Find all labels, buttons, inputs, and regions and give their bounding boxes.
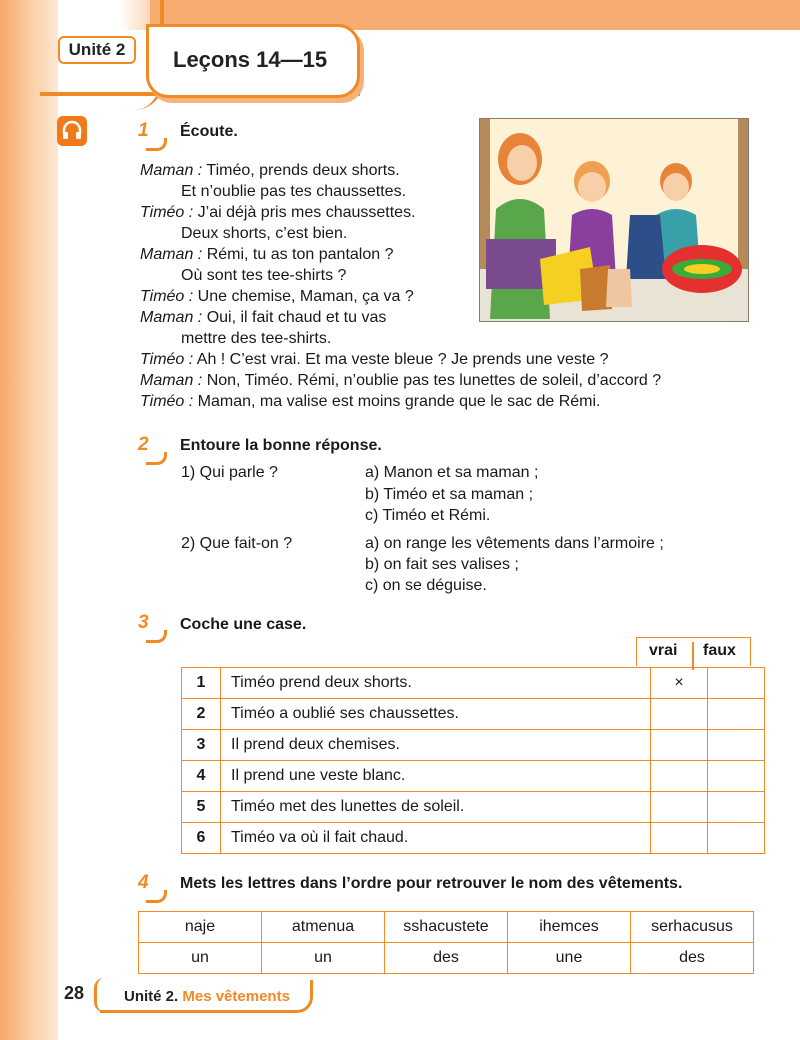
question-2: 2) Que fait-on ? <box>181 535 293 552</box>
exercise-4-number <box>138 872 149 894</box>
q1-option-a[interactable]: a) Manon et sa maman ; <box>365 464 539 481</box>
vrai-checkbox[interactable] <box>651 792 708 823</box>
line-text: Maman, ma valise est moins grande que le sac de Rémi. <box>193 393 601 410</box>
exercise-3-title: Coche une case. <box>180 616 307 633</box>
faux-checkbox[interactable] <box>708 730 765 761</box>
exercise-number-text: 2 <box>138 434 149 455</box>
dialog-line <box>181 223 347 244</box>
speaker: Maman : <box>140 162 203 179</box>
exercise-4-title: Mets les lettres dans l’ordre pour retrouver le nom des vêtements. <box>180 875 683 892</box>
dialog-line <box>140 370 661 391</box>
speaker: Maman : <box>140 309 203 326</box>
col-vrai: vrai <box>649 642 678 659</box>
table-row <box>182 730 765 761</box>
line-text: Oui, il fait chaud et tu vas <box>202 309 387 326</box>
scrambled-word: ihemces <box>508 912 631 943</box>
exercise-2-number <box>138 434 149 456</box>
q2-option-a[interactable]: a) on range les vêtements dans l’armoire ; <box>365 535 664 552</box>
dialog-line <box>140 391 601 412</box>
q1-option-c[interactable]: c) Timéo et Rémi. <box>365 507 491 524</box>
dialog-line <box>140 244 393 265</box>
table-row <box>139 912 754 943</box>
speaker: Timéo : <box>140 351 194 368</box>
page-number: 28 <box>64 983 85 1003</box>
vrai-checkbox[interactable] <box>651 730 708 761</box>
question-1: 1) Qui parle ? <box>181 464 278 481</box>
scrambled-word: sshacustete <box>385 912 508 943</box>
q2-option-c[interactable]: c) on se déguise. <box>365 577 487 594</box>
scrambled-word: naje <box>139 912 262 943</box>
dialog-line <box>181 265 346 286</box>
row-number: 5 <box>182 792 221 823</box>
article-answer-cell[interactable]: des <box>631 943 754 974</box>
row-number: 4 <box>182 761 221 792</box>
row-number: 1 <box>182 668 221 699</box>
footer-label <box>124 988 290 1005</box>
speaker: Maman : <box>140 246 203 263</box>
footer-title: Mes vêtements <box>182 988 290 1005</box>
unit-badge: Unité 2 <box>58 36 136 64</box>
check-table <box>181 667 765 854</box>
table-row <box>182 699 765 730</box>
true-false-header <box>636 637 751 666</box>
line-text: Ah ! C’est vrai. Et ma veste bleue ? Je prends une veste ? <box>193 351 609 368</box>
scrambled-word: atmenua <box>262 912 385 943</box>
line-text: Timéo, prends deux shorts. <box>202 162 400 179</box>
dialog-line <box>140 349 609 370</box>
exercise-3-number <box>138 612 149 634</box>
article-answer-cell[interactable]: un <box>262 943 385 974</box>
faux-checkbox[interactable] <box>708 792 765 823</box>
speaker: Timéo : <box>140 204 194 221</box>
lesson-title: Leçons 14—15 <box>173 47 328 72</box>
article-answer-cell[interactable]: un <box>139 943 262 974</box>
table-row <box>182 668 765 699</box>
line-text: Une chemise, Maman, ça va ? <box>193 288 414 305</box>
footer-unit: Unité 2. <box>124 988 179 1005</box>
statement: Timéo va où il fait chaud. <box>221 823 651 854</box>
statement: Timéo prend deux shorts. <box>221 668 651 699</box>
col-faux: faux <box>703 642 736 659</box>
speaker: Timéo : <box>140 393 194 410</box>
line-text: Rémi, tu as ton pantalon ? <box>202 246 394 263</box>
scrambled-words-table <box>138 911 754 974</box>
q1-option-b[interactable]: b) Timéo et sa maman ; <box>365 486 534 503</box>
statement: Timéo a oublié ses chaussettes. <box>221 699 651 730</box>
dialog-line <box>140 160 400 181</box>
exercise-2-title: Entoure la bonne réponse. <box>180 437 382 454</box>
line-text: J’ai déjà pris mes chaussettes. <box>193 204 416 221</box>
table-row <box>182 761 765 792</box>
line-text: mettre des tee-shirts. <box>181 330 332 347</box>
dialog-line <box>140 202 416 223</box>
article-answer-cell[interactable]: des <box>385 943 508 974</box>
line-text: Deux shorts, c’est bien. <box>181 225 348 242</box>
exercise-number-text: 3 <box>138 612 149 633</box>
lesson-title-box <box>146 24 360 98</box>
statement: Il prend deux chemises. <box>221 730 651 761</box>
dialog-line <box>181 328 331 349</box>
faux-checkbox[interactable] <box>708 761 765 792</box>
article-answer-cell[interactable]: une <box>508 943 631 974</box>
family-packing-illustration <box>479 118 749 322</box>
vrai-checkbox[interactable] <box>651 823 708 854</box>
dialog-line <box>181 181 406 202</box>
headphones-icon[interactable] <box>57 116 87 146</box>
scrambled-word: serhacusus <box>631 912 754 943</box>
q2-option-b[interactable]: b) on fait ses valises ; <box>365 556 519 573</box>
exercise-1-title: Écoute. <box>180 123 238 140</box>
exercise-1-number <box>138 120 149 142</box>
table-row <box>139 943 754 974</box>
vrai-checkbox[interactable] <box>651 761 708 792</box>
line-text: Et n’oublie pas tes chaussettes. <box>181 183 407 200</box>
statement: Il prend une veste blanc. <box>221 761 651 792</box>
table-row <box>182 823 765 854</box>
speaker: Timéo : <box>140 288 194 305</box>
left-decorative-band <box>0 0 58 1040</box>
line-text: Où sont tes tee-shirts ? <box>181 267 347 284</box>
faux-checkbox[interactable] <box>708 699 765 730</box>
line-text: Non, Timéo. Rémi, n’oublie pas tes lunettes de soleil, d’accord ? <box>202 372 662 389</box>
faux-checkbox[interactable] <box>708 668 765 699</box>
exercise-number-text: 4 <box>138 872 149 893</box>
exercise-number-text: 1 <box>138 120 149 141</box>
vrai-checkbox[interactable] <box>651 699 708 730</box>
row-number: 6 <box>182 823 221 854</box>
dialog-line <box>140 286 414 307</box>
speaker: Maman : <box>140 372 203 389</box>
faux-checkbox[interactable] <box>708 823 765 854</box>
dialog-line <box>140 307 386 328</box>
vrai-checkbox[interactable]: × <box>651 668 708 699</box>
table-row <box>182 792 765 823</box>
row-number: 3 <box>182 730 221 761</box>
row-number: 2 <box>182 699 221 730</box>
statement: Timéo met des lunettes de soleil. <box>221 792 651 823</box>
